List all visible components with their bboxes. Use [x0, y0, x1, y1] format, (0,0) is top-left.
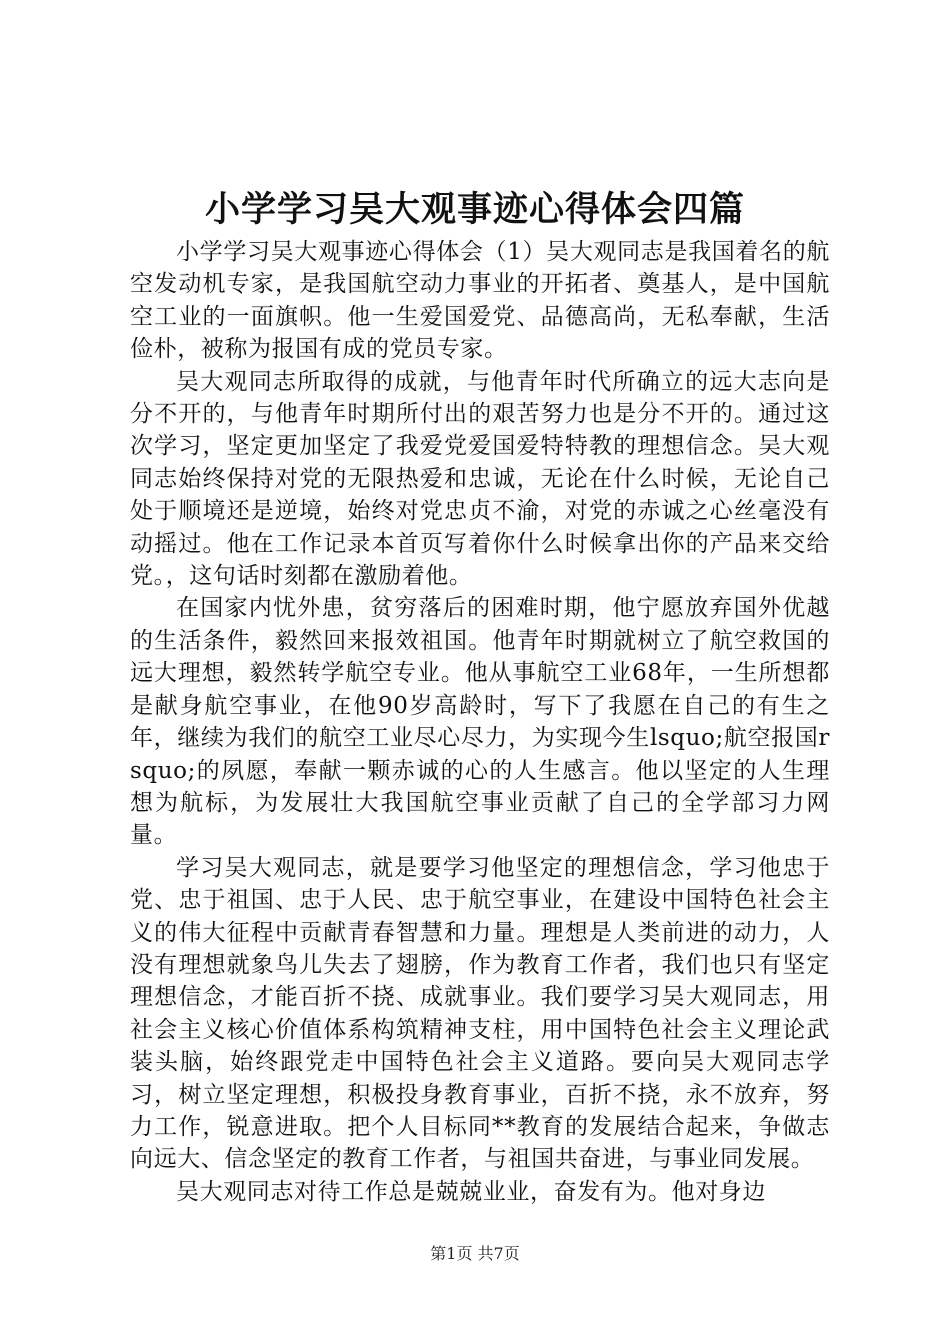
- document-title: 小学学习吴大观事迹心得体会四篇: [204, 190, 745, 230]
- paragraph-3: 在国家内忧外患，贫穷落后的困难时期，他宁愿放弃国外优越的生活条件，毅然回来报效祖国。他青年时期就树立了航空救国的远大理想，毅然转学航空专业。他从事航空工业68年，一生所想都是献身航空事业，在他90岁高龄时，写下了我愿在自己的有生之年，继续为我们的航空工业尽心尽力，为实现今生lsquo;航空报国rsquo;的夙愿，奉献一颗赤诚的心的人生感言。他以坚定的人生理想为航标，为发展壮大我国航空事业贡献了自己的全学部习力网量。: [130, 595, 830, 849]
- paragraph-2: 吴大观同志所取得的成就，与他青年时代所确立的远大志向是分不开的，与他青年时期所付出的艰苦努力也是分不开的。通过这次学习，坚定更加坚定了我爱党爱国爱特特教的理想信念。吴大观同志始终保持对党的无限热爱和忠诚，无论在什么时候，无论自己处于顺境还是逆境，始终对党忠贞不渝，对党的赤诚之心丝毫没有动摇过。他在工作记录本首页写着你什么时候拿出你的产品来交给党。，这句话时刻都在激励着他。: [130, 368, 830, 590]
- document-body: [130, 236, 830, 1208]
- page-number-footer: 第1页 共7页: [430, 1244, 520, 1263]
- paragraph-5: 吴大观同志对待工作总是兢兢业业，奋发有为。他对身边: [176, 1178, 766, 1205]
- paragraph-4: 学习吴大观同志，就是要学习他坚定的理想信念，学习他忠于党、忠于祖国、忠于人民、忠于航空事业，在建设中国特色社会主义的伟大征程中贡献青春智慧和力量。理想是人类前进的动力，人没有理想就象鸟儿失去了翅膀，作为教育工作者，我们也只有坚定理想信念，才能百折不挠、成就事业。我们要学习吴大观同志，用社会主义核心价值体系构筑精神支柱，用中国特色社会主义理论武装头脑，始终跟党走中国特色社会主义道路。要向吴大观同志学习，树立坚定理想，积极投身教育事业，百折不挠，永不放弃，努力工作，锐意进取。把个人目标同**教育的发展结合起来，争做志向远大、信念坚定的教育工作者，与祖国共奋进，与事业同发展。: [130, 854, 830, 1173]
- paragraph-1: 小学学习吴大观事迹心得体会（1）吴大观同志是我国着名的航空发动机专家，是我国航空动力事业的开拓者、奠基人，是中国航空工业的一面旗帜。他一生爱国爱党、品德高尚，无私奉献，生活俭朴，被称为报国有成的党员专家。: [130, 239, 830, 363]
